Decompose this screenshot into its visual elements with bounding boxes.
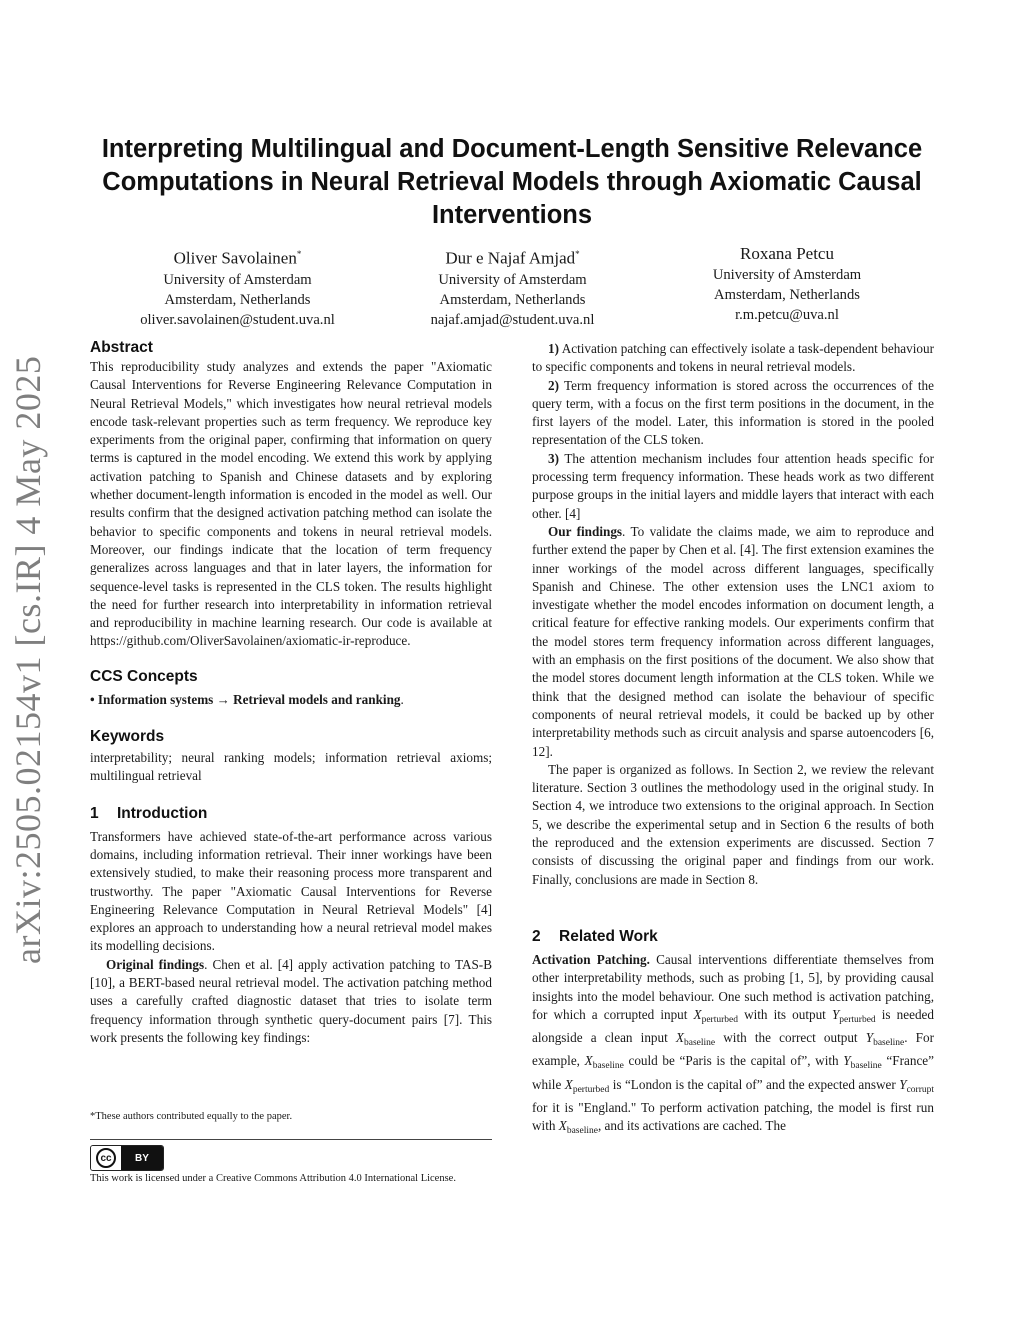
activation-patching-paragraph xyxy=(532,951,934,1141)
section-number: 2 xyxy=(532,927,541,945)
finding-number: 3) xyxy=(548,450,559,466)
math-subscript: baseline xyxy=(592,1061,624,1072)
ccs-heading: CCS Concepts xyxy=(90,667,198,685)
author-location: Amsterdam, Netherlands xyxy=(164,291,311,308)
cc-icon: cc xyxy=(96,1148,116,1168)
author-email: r.m.petcu@uva.nl xyxy=(735,307,839,323)
finding-3 xyxy=(532,450,934,523)
author-location: Amsterdam, Netherlands xyxy=(439,291,586,308)
math-subscript: baseline xyxy=(683,1038,716,1049)
author-location: Amsterdam, Netherlands xyxy=(714,287,860,303)
math-subscript: baseline xyxy=(873,1038,905,1049)
math-symbol: X xyxy=(693,1006,702,1022)
license-text: This work is licensed under a Creative Commons Attribution 4.0 International License. xyxy=(90,1173,456,1184)
ccs-bullet: • xyxy=(90,691,95,707)
author-name: Oliver Savolainen xyxy=(173,248,297,268)
equal-contribution-mark: * xyxy=(575,249,580,259)
author-2 xyxy=(385,243,640,330)
paper-title: Interpreting Multilingual and Document-Length Sensitive Relevance Computations in Neural Retrieval Models through Axiomatic Causal Interventions xyxy=(101,135,923,229)
our-findings-lead: Our findings xyxy=(548,523,623,539)
ccs-right: Retrieval models and ranking xyxy=(233,691,401,707)
intro-heading xyxy=(90,804,492,824)
math-symbol: Y xyxy=(899,1076,907,1092)
arxiv-side-label: arXiv:2505.02154v1 [cs.IR] 4 May 2025 xyxy=(8,355,48,965)
math-subscript: corrupt xyxy=(906,1084,934,1095)
text-run: with its output xyxy=(737,1006,832,1022)
author-name: Roxana Petcu xyxy=(740,244,834,263)
finding-text: The attention mechanism includes four attention heads specific for processing term frequency information. These heads work as two different purpose groups in the initial layers and middle layers that interact with each other. [4] xyxy=(532,450,934,521)
text-run: with the correct output xyxy=(715,1030,866,1046)
text-run: . For example, xyxy=(532,1030,934,1069)
finding-number: 1) xyxy=(548,341,559,356)
ccs-concepts xyxy=(90,691,492,709)
math-subscript: baseline xyxy=(566,1126,598,1137)
text-run: Causal interventions differentiate themselves from other interpretability methods, such as probing [1, 5], by providing causal insights into the model behaviour. One such method is activation patching, for which a corrupted input xyxy=(532,951,934,1022)
right-column xyxy=(532,340,934,1141)
keywords-text: interpretability; neural ranking models; information retrieval axioms; multilingual retrieval xyxy=(90,750,492,784)
math-subscript: perturbed xyxy=(701,1014,738,1025)
organization-paragraph: The paper is organized as follows. In Section 2, we review the relevant literature. Section 3 outlines the methodology used in the original study. In Section 4, we introduce two extensions to the original approach. In Section 5, we describe the experimental setup and in Section 6 the results of both the reproduced and the extension experiments are discussed. Section 7 consists of discussing the original paper and findings from our work. Finally, conclusions are made in Section 8. xyxy=(532,761,934,887)
ccs-left: Information systems xyxy=(97,691,214,707)
math-symbol: X xyxy=(564,1076,573,1092)
text-run: “France” while xyxy=(532,1053,935,1092)
finding-text: Term frequency information is stored across the occurrences of the query term, with a focus on the first term positions in the document, in the first layers of the model. Later, this information is stored in the pooled representation of the CLS token. xyxy=(532,377,934,448)
activation-patching-lead: Activation Patching. xyxy=(532,951,650,967)
author-name: Dur e Najaf Amjad xyxy=(445,248,576,268)
intro-paragraph-2 xyxy=(90,956,492,1047)
author-1 xyxy=(90,243,385,330)
abstract-text: This reproducibility study analyzes and extends the paper "Axiomatic Causal Interventions for Reverse Engineering Relevance Computation in Neural Retrieval Models," which investigates how neural retrieval models encode task-relevant properties such as term frequency. We reproduce key experiments from the original paper, confirming that information on query terms is captured in the model encoding. We extend this work by applying activation patching to Spanish and Chinese datasets and by exploring whether document-length information is encoded in the model as well. Our results confirm that the designed activation patching method can isolate the behavior to specific components and tokens in neural retrieval models. Moreover, our findings indicate that the location of term frequency generalizes across languages and that in later layers, the information for sequence-level tasks is represented in the CLS token. The results highlight the need for further research into interpretability in information retrieval and reproducibility in machine learning research. Our code is available at https://github.com/OliverSavolainen/axiomatic-ir-reproduce. xyxy=(90,359,492,649)
footnote: *These authors contributed equally to the paper. xyxy=(90,1111,293,1122)
section-title: Introduction xyxy=(117,804,208,822)
ccs-end: . xyxy=(400,691,404,707)
our-findings-paragraph xyxy=(532,523,934,761)
finding-1 xyxy=(532,340,934,377)
math-subscript: perturbed xyxy=(839,1014,876,1025)
math-symbol: Y xyxy=(865,1030,874,1046)
author-affiliation: University of Amsterdam xyxy=(163,271,312,288)
author-block xyxy=(90,243,934,330)
original-findings-text: . Chen et al. [4] apply activation patching to TAS-B [10], a BERT-based neural retrieval model. The activation patching method uses a carefully crafted diagnostic dataset that tries to isolate term frequency information through synthetic query-document pairs [7]. This work presents the following key findings: xyxy=(90,956,492,1045)
math-symbol: X xyxy=(558,1118,567,1134)
finding-number: 2) xyxy=(548,377,559,393)
math-symbol: Y xyxy=(831,1006,840,1022)
author-affiliation: University of Amsterdam xyxy=(712,267,862,283)
abstract-heading: Abstract xyxy=(90,339,153,356)
footnote-rule xyxy=(90,1139,492,1140)
finding-text: Activation patching can effectively isolate a task-dependent behaviour to specific components and tokens in neural retrieval models. xyxy=(532,341,934,375)
section-number: 1 xyxy=(90,804,99,822)
keywords-heading: Keywords xyxy=(90,728,165,746)
text-run: , and its activations are cached. The xyxy=(597,1118,786,1134)
author-affiliation: University of Amsterdam xyxy=(438,271,587,288)
original-findings-lead: Original findings xyxy=(106,956,205,972)
math-symbol: X xyxy=(584,1053,593,1069)
math-subscript: perturbed xyxy=(572,1084,610,1095)
ccs-arrow: → xyxy=(216,691,230,707)
text-run: is needed alongside a clean input xyxy=(532,1006,934,1046)
our-findings-text: . To validate the claims made, we aim to reproduce and further extend the paper by Chen et al. [4]. The first extension examines the inner workings of the model across different languages, specifically Spanish and Chinese. The other extension uses the LNC1 axiom to investigate whether the model encodes information on document length, a critical feature for effective ranking models. Our experiments confirm that the model stores term frequency information across different languages, with an emphasis on the first positions of the document. We also show that the model stores document length information at the CLS token. While we think that the designed method can isolate the behaviour of specific components of neural retrieval models, it could be backed up by other interpretability methods such as circuit analysis and sparse autoencoders [6, 12]. xyxy=(532,523,934,759)
section-title: Related Work xyxy=(559,927,658,945)
math-symbol: Y xyxy=(843,1053,851,1069)
cc-by-license-badge xyxy=(90,1145,164,1171)
finding-2 xyxy=(532,377,934,450)
author-email: najaf.amjad@student.uva.nl xyxy=(430,311,595,328)
math-symbol: X xyxy=(675,1030,684,1046)
text-run: could be “Paris is the capital of”, with xyxy=(623,1053,844,1069)
related-work-heading xyxy=(532,927,934,947)
author-3 xyxy=(640,243,934,330)
text-run: is “London is the capital of” and the expected answer xyxy=(609,1076,900,1092)
author-email: oliver.savolainen@student.uva.nl xyxy=(140,311,335,328)
by-label: BY xyxy=(121,1146,163,1170)
math-subscript: baseline xyxy=(850,1061,882,1072)
intro-paragraph-1: Transformers have achieved state-of-the-art performance across various domains, including information retrieval. Their inner workings have been extensively studied, to make their reasoning process more transparent and trustworthy. The paper "Axiomatic Causal Interventions for Reverse Engineering Relevance Computation in Neural Retrieval Models" [4] explores an approach to understanding how a neural retrieval model makes its modelling decisions. xyxy=(90,828,492,954)
text-run: for it is "England." To perform activation patching, the model is first run with xyxy=(532,1099,934,1134)
left-column xyxy=(90,338,492,1047)
equal-contribution-mark: * xyxy=(296,249,302,259)
